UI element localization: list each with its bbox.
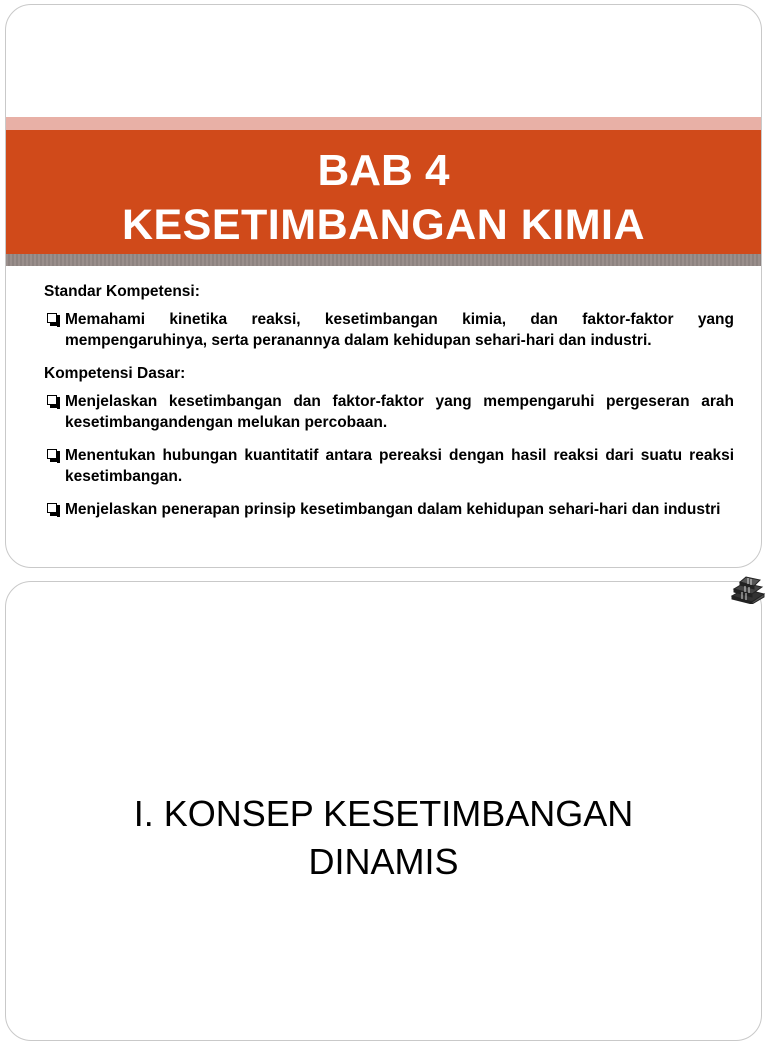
section-title-line2: DINAMIS xyxy=(308,841,459,882)
checkbox-bullet-icon xyxy=(47,449,57,459)
slide-1 xyxy=(5,4,762,568)
standar-heading: Standar Kompetensi: xyxy=(44,283,200,300)
dasar-item-text: Menentukan hubungan kuantitatif antara pereaksi dengan hasil reaksi dari suatu reaksi kesetimbangan. xyxy=(65,447,734,485)
list-item xyxy=(44,309,734,351)
list-item xyxy=(44,445,734,487)
standar-item-text: Memahami kinetika reaksi, kesetimbangan kimia, dan faktor-faktor yang mempengaruhinya, serta peranannya dalam kehidupan sehari-hari dan industri. xyxy=(65,311,734,349)
checkbox-bullet-icon xyxy=(47,313,57,323)
title-bottom-stripes xyxy=(6,254,761,266)
dasar-item-text: Menjelaskan penerapan prinsip kesetimbangan dalam kehidupan sehari-hari dan industri xyxy=(65,501,721,518)
section-title-line1: I. KONSEP KESETIMBANGAN xyxy=(133,793,634,834)
dasar-item-text: Menjelaskan kesetimbangan dan faktor-faktor yang mempengaruhi pergeseran arah kesetimbangandengan melukan percobaan. xyxy=(65,393,734,431)
dasar-heading: Kompetensi Dasar: xyxy=(44,365,186,382)
title-top-strip xyxy=(6,117,761,130)
list-item xyxy=(44,391,734,433)
checkbox-bullet-icon xyxy=(47,395,57,405)
title-banner xyxy=(6,130,761,254)
chapter-title: KESETIMBANGAN KIMIA xyxy=(121,201,646,249)
checkbox-bullet-icon xyxy=(47,503,57,513)
section-title xyxy=(5,790,762,886)
chapter-number: BAB 4 xyxy=(317,146,450,195)
list-item xyxy=(44,499,734,520)
competency-content xyxy=(44,281,734,532)
books-icon xyxy=(730,574,766,604)
